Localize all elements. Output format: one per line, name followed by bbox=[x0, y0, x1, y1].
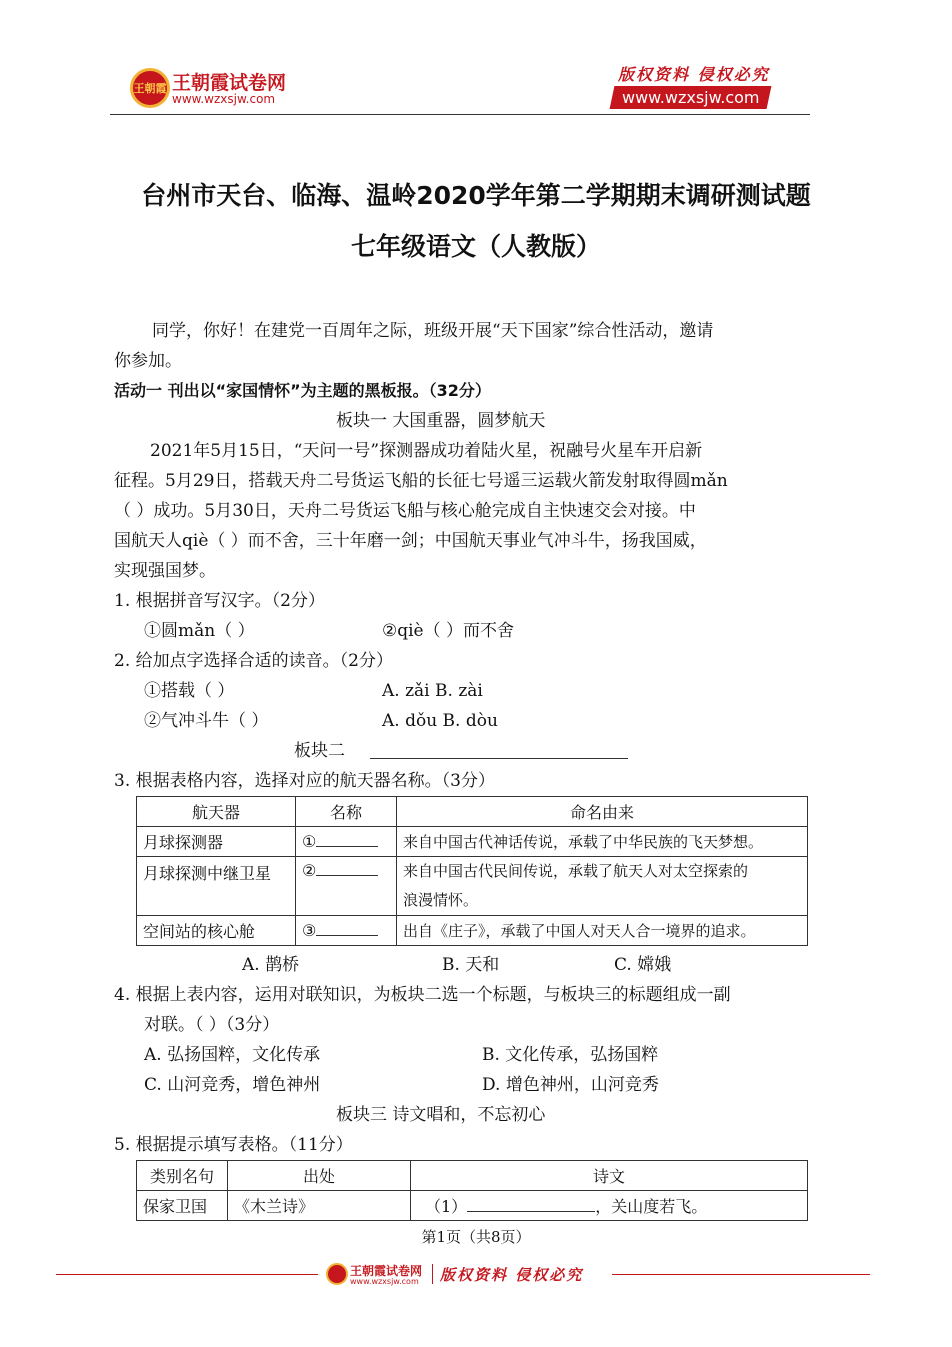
answer-blank bbox=[316, 935, 378, 936]
logo-badge-text: 王朝霞 bbox=[133, 82, 167, 95]
q3-header: 命名由来 bbox=[397, 797, 808, 827]
intro-line1: 同学，你好！在建党一百周年之际，班级开展“天下国家”综合性活动，邀请 bbox=[152, 321, 714, 341]
header-url-box bbox=[610, 86, 772, 109]
q3-header: 航天器 bbox=[137, 797, 296, 827]
q5-header: 诗文 bbox=[411, 1161, 808, 1191]
table-row bbox=[137, 827, 808, 857]
q5-category: 保家卫国 bbox=[137, 1191, 228, 1221]
footer-line-left bbox=[56, 1274, 318, 1275]
q3-craft: 月球探测器 bbox=[137, 827, 296, 857]
q3-stem: 3. 根据表格内容，选择对应的航天器名称。（3分） bbox=[114, 771, 495, 791]
q3-origin: 来自中国古代神话传说，承载了中华民族的飞天梦想。 bbox=[397, 827, 808, 857]
answer-blank bbox=[467, 1211, 595, 1212]
block2-label: 板块二 bbox=[294, 741, 345, 761]
q3-origin: 来自中国古代民间传说，承载了航天人对太空探索的 bbox=[403, 862, 749, 880]
q5-poem-cell bbox=[411, 1191, 808, 1221]
q3-origin-cont: 浪漫情怀。 bbox=[403, 891, 479, 909]
block3-title: 板块三 诗文唱和，不忘初心 bbox=[336, 1105, 546, 1125]
q5-source: 《木兰诗》 bbox=[228, 1191, 411, 1221]
q4-option-d: D. 增色神州，山河竞秀 bbox=[482, 1075, 659, 1095]
brand-name: 王朝霞试卷网 bbox=[172, 72, 287, 94]
q4-option-a: A. 弘扬国粹，文化传承 bbox=[144, 1045, 321, 1065]
q3-option: A. 鹊桥 bbox=[242, 955, 300, 975]
footer-brand: 王朝霞试卷网 bbox=[350, 1264, 423, 1278]
q5-table bbox=[136, 1160, 808, 1221]
q3-num: ③ bbox=[302, 921, 317, 940]
q2-item-1: ①搭载（ ） bbox=[144, 681, 235, 701]
q5-header: 出处 bbox=[228, 1161, 411, 1191]
para-line: 实现强国梦。 bbox=[114, 561, 216, 581]
q3-craft: 空间站的核心舱 bbox=[137, 916, 296, 946]
q4-stem: 4. 根据上表内容，运用对联知识，为板块二选一个标题，与板块三的标题组成一副 bbox=[114, 985, 731, 1005]
q3-num: ② bbox=[302, 861, 317, 880]
q4-option-b: B. 文化传承，弘扬国粹 bbox=[482, 1045, 659, 1065]
answer-blank bbox=[316, 846, 378, 847]
q2-options-2: A. dǒu B. dòu bbox=[382, 711, 498, 731]
q1-stem: 1. 根据拼音写汉字。（2分） bbox=[114, 591, 325, 611]
q2-options-1: A. zǎi B. zài bbox=[382, 681, 483, 701]
q3-origin-cell bbox=[397, 857, 808, 916]
q3-origin: 出自《庄子》，承载了中国人对天人合一境界的追求。 bbox=[397, 916, 808, 946]
page-number: 第1页（共8页） bbox=[421, 1228, 531, 1246]
footer-slogan: 版权资料 侵权必究 bbox=[440, 1266, 584, 1284]
q2-stem: 2. 给加点字选择合适的读音。（2分） bbox=[114, 651, 393, 671]
para-line: 征程。5月29日，搭载天舟二号货运飞船的长征七号遥三运载火箭发射取得圆mǎn bbox=[114, 471, 728, 491]
q5-stem: 5. 根据提示填写表格。（11分） bbox=[114, 1135, 353, 1155]
q4-stem-cont: 对联。（ ）（3分） bbox=[144, 1015, 280, 1035]
q2-item-2: ②气冲斗牛（ ） bbox=[144, 711, 269, 731]
brand-url: www.wzxsjw.com bbox=[172, 92, 276, 106]
exam-title: 台州市天台、临海、温岭2020学年第二学期期末调研测试题 bbox=[141, 181, 811, 210]
header-slogan: 版权资料 侵权必究 bbox=[618, 65, 770, 84]
q3-option: C. 嫦娥 bbox=[614, 955, 672, 975]
q3-table bbox=[136, 796, 808, 946]
answer-blank bbox=[316, 875, 378, 876]
footer-url: www.wzxsjw.com bbox=[350, 1277, 419, 1286]
q5-num: （1） bbox=[425, 1197, 468, 1216]
header-divider bbox=[110, 114, 810, 115]
para-line: 国航天人qiè（ ）而不舍，三十年磨一剑；中国航天事业气冲斗牛，扬我国威， bbox=[114, 531, 707, 551]
intro-line2: 你参加。 bbox=[114, 351, 182, 371]
q3-num: ① bbox=[302, 832, 317, 851]
table-row bbox=[137, 1191, 808, 1221]
q3-name-cell bbox=[296, 827, 397, 857]
q3-name-cell bbox=[296, 916, 397, 946]
footer-logo bbox=[326, 1263, 348, 1285]
logo-badge bbox=[130, 68, 170, 108]
q3-header: 名称 bbox=[296, 797, 397, 827]
para-line: （ ）成功。5月30日，天舟二号货运飞船与核心舱完成自主快速交会对接。中 bbox=[114, 501, 696, 521]
footer-line-right bbox=[612, 1274, 870, 1275]
block1-title: 板块一 大国重器，圆梦航天 bbox=[336, 411, 546, 431]
q1-item-a: ①圆mǎn（ ） bbox=[144, 621, 255, 641]
q4-option-c: C. 山河竞秀，增色神州 bbox=[144, 1075, 321, 1095]
footer-divider bbox=[432, 1264, 433, 1284]
q5-header: 类别名句 bbox=[137, 1161, 228, 1191]
exam-subtitle: 七年级语文（人教版） bbox=[350, 232, 601, 261]
activity1-heading: 活动一 刊出以“家国情怀”为主题的黑板报。（32分） bbox=[114, 381, 491, 400]
para-line: 2021年5月15日，“天问一号”探测器成功着陆火星，祝融号火星车开启新 bbox=[150, 441, 703, 461]
block2-title-blank bbox=[370, 758, 628, 759]
header-url-text: www.wzxsjw.com bbox=[622, 88, 760, 107]
table-row bbox=[137, 916, 808, 946]
q5-poem-tail: ，关山度若飞。 bbox=[595, 1197, 708, 1216]
q1-item-b: ②qiè（ ）而不舍 bbox=[382, 621, 515, 641]
table-row bbox=[137, 857, 808, 916]
q3-option: B. 天和 bbox=[442, 955, 500, 975]
q3-name-cell bbox=[296, 857, 397, 916]
q3-craft: 月球探测中继卫星 bbox=[137, 857, 296, 916]
